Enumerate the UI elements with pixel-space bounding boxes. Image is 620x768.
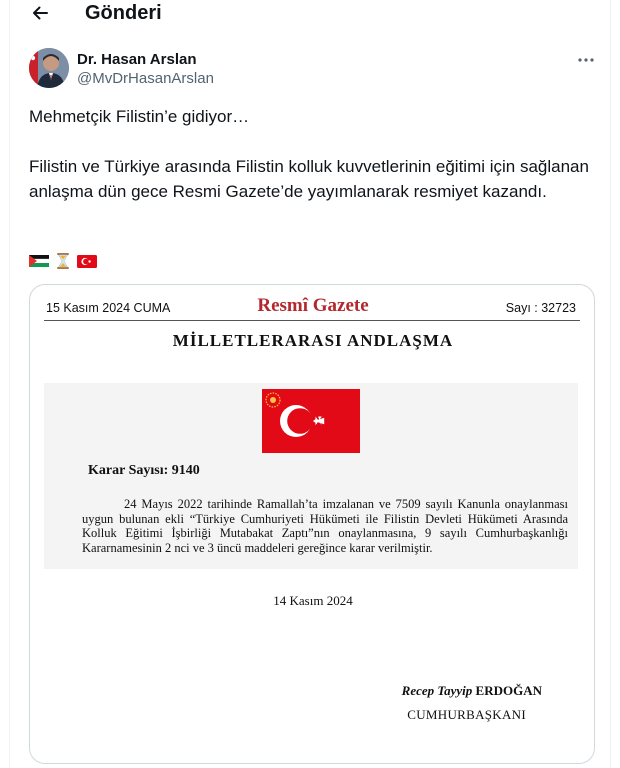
gazette-signer-last: ERDOĞAN xyxy=(475,683,542,698)
tweet-line-1: Mehmetçik Filistin’e gidiyor… xyxy=(29,107,250,126)
turkey-flag-emoji xyxy=(77,251,97,271)
emoji-row xyxy=(29,251,97,271)
gazette-signer-title: CUMHURBAŞKANI xyxy=(407,707,526,722)
gazette-signer-first: Recep Tayyip xyxy=(401,683,476,698)
tweet-text xyxy=(29,104,594,204)
gazette-decision-number: Karar Sayısı: 9140 xyxy=(88,463,200,478)
back-button[interactable] xyxy=(26,0,54,26)
column-border-right xyxy=(610,0,611,768)
author-name[interactable]: Dr. Hasan Arslan xyxy=(77,51,197,68)
author-handle[interactable]: @MvDrHasanArslan xyxy=(77,70,214,87)
tweet-paragraph-2: Filistin ve Türkiye arasında Filistin kolluk kuvvetlerinin eğitimi için sağlanan anlaşma dün gece Resmi Gazete’de yayımlanarak resmiyet kazandı. xyxy=(29,157,594,201)
tweet-media-image[interactable] xyxy=(29,284,595,764)
gazette-heading: MİLLETLERARASI ANDLAŞMA xyxy=(172,331,454,350)
avatar[interactable] xyxy=(29,48,69,88)
arrow-left-icon xyxy=(30,3,50,23)
gazette-date: 15 Kasım 2024 CUMA xyxy=(46,301,171,315)
page-title: Gönderi xyxy=(85,2,162,24)
gazette-brand: Resmî Gazete xyxy=(257,295,369,316)
gazette-divider xyxy=(44,320,580,321)
more-options-button[interactable] xyxy=(575,50,597,70)
column-border-left xyxy=(9,0,10,768)
hourglass-emoji xyxy=(53,251,73,271)
more-horizontal-icon xyxy=(577,57,595,63)
gazette-signer-name xyxy=(402,683,542,699)
gazette-body-text: 24 Mayıs 2022 tarihinde Ramallah’ta imzalanan ve 7509 sayılı Kanunla onaylanması uygun bulunan ekli “Türkiye Cumhuriyeti Hükümeti ile Filistin Devleti Hükümeti Arasında Kolluk Eğitimi İşbirliği Mutabakat Zaptı”nın onaylanmasına, 9 sayılı Cumhurbaşkanlığı Kararnamesinin 2 nci ve 3 üncü maddeleri gereğince karar verilmiştir. xyxy=(82,497,568,555)
turkey-flag-icon xyxy=(262,389,360,453)
palestine-flag-emoji xyxy=(29,251,49,271)
gazette-sign-date: 14 Kasım 2024 xyxy=(273,593,353,608)
avatar-photo xyxy=(29,48,69,88)
tweet-author xyxy=(29,48,599,92)
gazette-issue-number: Sayı : 32723 xyxy=(505,301,576,315)
page-header xyxy=(10,0,610,28)
